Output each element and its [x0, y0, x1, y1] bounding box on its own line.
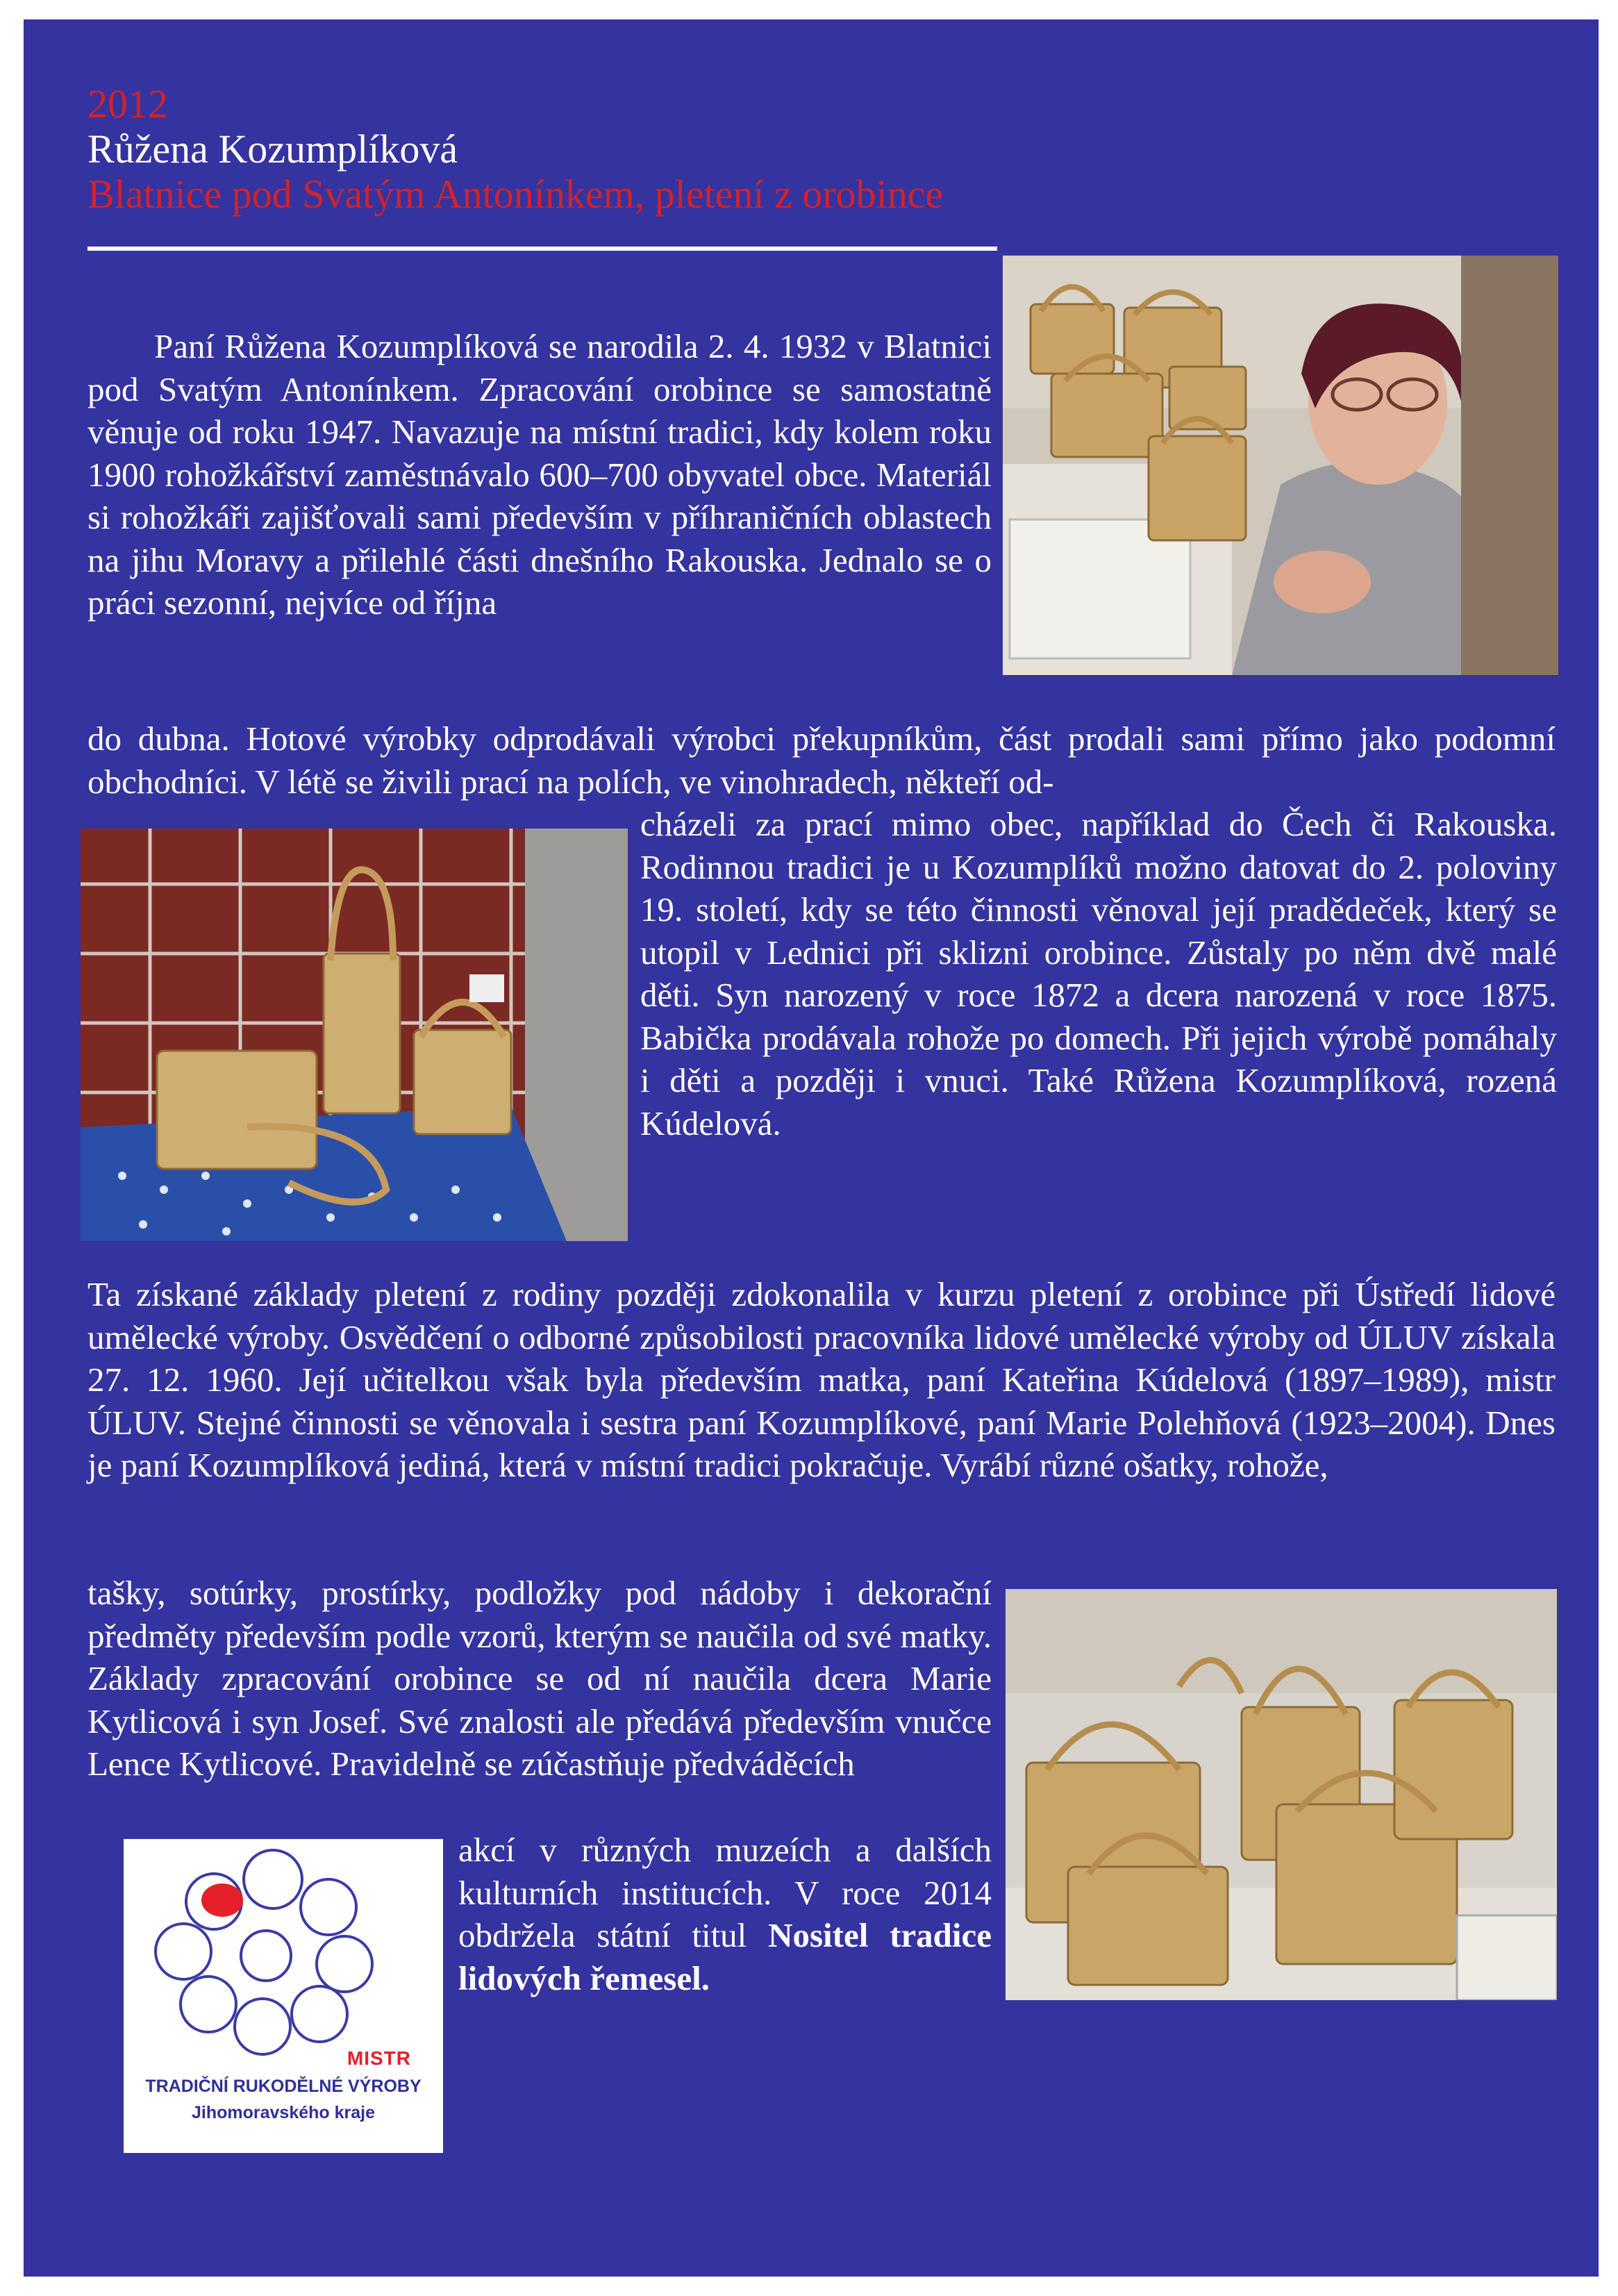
paragraph-2-left: [87, 1572, 992, 1786]
paragraph-1c: cházeli za prací mimo obec, například do Čech či Rakouska. Rodinnou tradici je u Kozumplíků možno datovat do 2. poloviny 19. století, kdy se této činnosti věnoval její pradědeček, který se utopil v Lednici při sklizni orobince. Zůstaly po něm dvě malé děti. Syn narozený v roce 1872 a dcera narozená v roce 1875. Babička prodávala rohože po domech. Při jejich výrobě pomáhaly i děti a později i vnuci. Také Růžena Kozumplíková, rozená Kúdelová.: [640, 805, 1557, 1142]
location-subtitle: Blatnice pod Svatým Antonínkem, pletení z orobince: [87, 172, 944, 217]
logo-line2: Jihomoravského kraje: [191, 2103, 375, 2122]
paragraph-2a: Ta získané základy pletení z rodiny později zdokonalila v kurzu pletení z orobince při Ústředí lidové umělecké výroby. Osvědčení o odborné způsobilosti pracovníka lidové umělecké výroby od ÚLUV získala 27. 12. 1960. Její učitelkou však byla především matka, paní Kateřina Kúdelová (1897–1989), mistr ÚLUV. Stejné činnosti se věnovala i sestra paní Kozumplíkové, paní Marie Polehňová (1923–2004). Dnes je paní Kozumplíková jediná, která v místní tradici pokračuje. Vyrábí různé ošatky, rohože,: [87, 1275, 1556, 1484]
paragraph-1-middle: [87, 717, 1556, 803]
header-rule: [87, 247, 997, 251]
paragraph-2-end: [458, 1829, 992, 1999]
award-title: Nositel tradice lidových řemesel.: [458, 1916, 992, 1997]
paragraph-2-full: [87, 1273, 1556, 1487]
paragraph-2b: tašky, sotúrky, prostírky, podložky pod nádoby i dekorační předměty především podle vzorů, kterým se naučila od své matky. Základy zpracování orobince se od ní naučila dcera Marie Kytlicová i syn Josef. Své znalosti ale předává především vnučce Lence Kytlicové. Pravidelně se zúčastňuje předváděcích: [87, 1574, 992, 1783]
paragraph-1a: Paní Růžena Kozumplíková se narodila 2. 4. 1932 v Blatnici pod Svatým Antonínkem. Zpracování orobince se samostatně věnuje od roku 1947. Navazuje na místní tradici, kdy kolem roku 1900 rohožkářství zaměstnávalo 600–700 obyvatel obce. Materiál si rohožkáři zajišťovali sami především v příhraničních oblastech na jihu Moravy a přilehlé části dnešního Rakouska. Jednalo se o práci sezonní, nejvíce od října: [87, 327, 992, 622]
paragraph-1b: do dubna. Hotové výrobky odprodávali výrobci překupníkům, část prodali sami přímo jako podomní obchodníci. V létě se živili prací na polích, ve vinohradech, někteří od-: [87, 719, 1556, 801]
logo-mistr-label: MISTR: [347, 2047, 411, 2069]
year: 2012: [87, 81, 168, 126]
page: [24, 19, 1599, 2277]
mistr-logo: [124, 1839, 443, 2153]
paragraph-2c: akcí v různých muzeích a dalších kulturních institucích. V roce 2014 obdržela státní titul: [458, 1831, 992, 1954]
photo-basket-collection: [1006, 1589, 1557, 2000]
photo-master-portrait: [1003, 256, 1558, 675]
header: [87, 82, 943, 217]
master-name: Růžena Kozumplíková: [87, 126, 458, 172]
photo-baskets-tiles: [81, 829, 628, 1241]
logo-line1: TRADIČNÍ RUKODĚLNÉ VÝROBY: [145, 2077, 422, 2096]
paragraph-2c-wrap: [458, 1829, 992, 1999]
paragraph-1-top: [87, 325, 992, 624]
paragraph-1-right: [640, 803, 1557, 1145]
